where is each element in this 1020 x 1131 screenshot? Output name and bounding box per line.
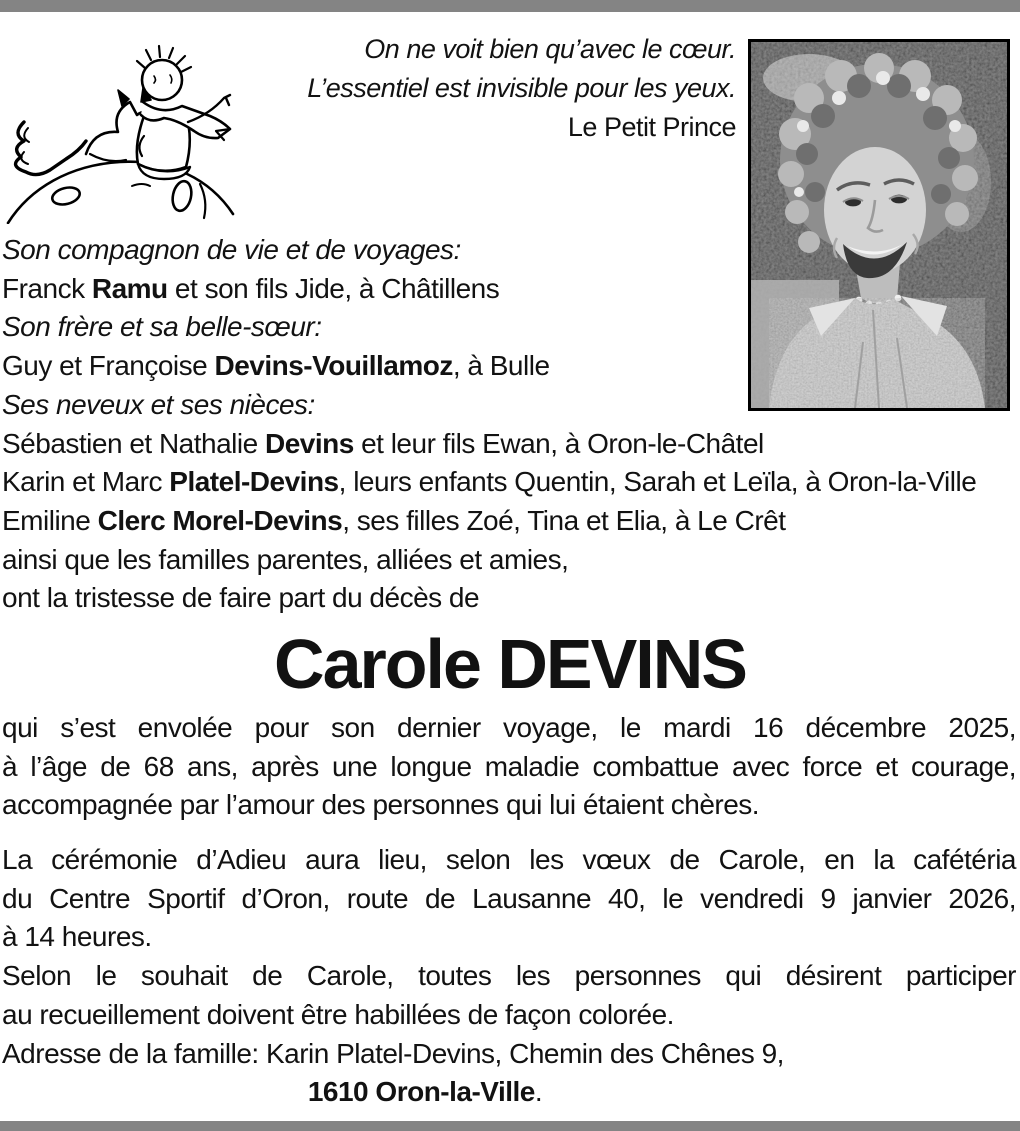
body-line: à l’âge de 68 ans, après une longue maladie combattue avec force et courage,	[2, 750, 1016, 782]
quote-attribution: Le Petit Prince	[567, 112, 736, 142]
little-prince-fox-illustration-icon	[4, 36, 236, 224]
family-address-city: 1610 Oron-la-Ville.	[307, 1076, 543, 1108]
body-line: accompagnée par l’amour des personnes qui lui étaient chères.	[2, 789, 760, 821]
family-announcement-list	[2, 231, 1018, 618]
family-address-line: Adresse de la famille: Karin Platel-Devins, Chemin des Chênes 9,	[2, 1037, 784, 1069]
ceremony-and-address-block	[2, 841, 1016, 1112]
death-paragraph	[2, 709, 1016, 825]
body-line: au recueillement doivent être habillées de façon colorée.	[2, 998, 674, 1030]
family-member-line: Emiline Clerc Morel-Devins, ses filles Zoé, Tina et Elia, à Le Crêt	[2, 504, 786, 536]
body-line: Selon le souhait de Carole, toutes les personnes qui désirent participer	[2, 960, 1016, 992]
body-line: du Centre Sportif d’Oron, route de Lausanne 40, le vendredi 9 janvier 2026,	[2, 882, 1016, 914]
body-line: La cérémonie d’Adieu aura lieu, selon les vœux de Carole, en la cafétéria	[2, 844, 1016, 875]
announcement-line: ont la tristesse de faire part du décès de	[2, 582, 480, 614]
relation-heading: Son compagnon de vie et de voyages:	[2, 234, 461, 265]
body-line: à 14 heures.	[2, 921, 152, 953]
family-member-line: Guy et Françoise Devins-Vouillamoz, à Bulle	[2, 350, 550, 382]
family-member-line: Sébastien et Nathalie Devins et leur fils Ewan, à Oron-le-Châtel	[2, 427, 764, 459]
family-member-line: ainsi que les familles parentes, alliées et amies,	[2, 543, 569, 575]
relation-heading: Son frère et sa belle-sœur:	[2, 311, 322, 343]
quote-line: On ne voit bien qu’avec le cœur.	[364, 34, 736, 64]
relation-heading: Ses neveux et ses nièces:	[2, 388, 315, 420]
family-member-line: Franck Ramu et son fils Jide, à Châtillens	[2, 272, 500, 304]
quote-line: L’essentiel est invisible pour les yeux.	[307, 73, 736, 103]
top-border-bar	[0, 0, 1020, 12]
deceased-name-title: Carole DEVINS	[274, 625, 746, 703]
family-member-line: Karin et Marc Platel-Devins, leurs enfants Quentin, Sarah et Leïla, à Oron-la-Ville	[2, 466, 977, 498]
petit-prince-quote	[240, 30, 736, 147]
bottom-border-bar	[0, 1121, 1020, 1131]
body-line: qui s’est envolée pour son dernier voyage, le mardi 16 décembre 2025,	[2, 712, 1016, 743]
